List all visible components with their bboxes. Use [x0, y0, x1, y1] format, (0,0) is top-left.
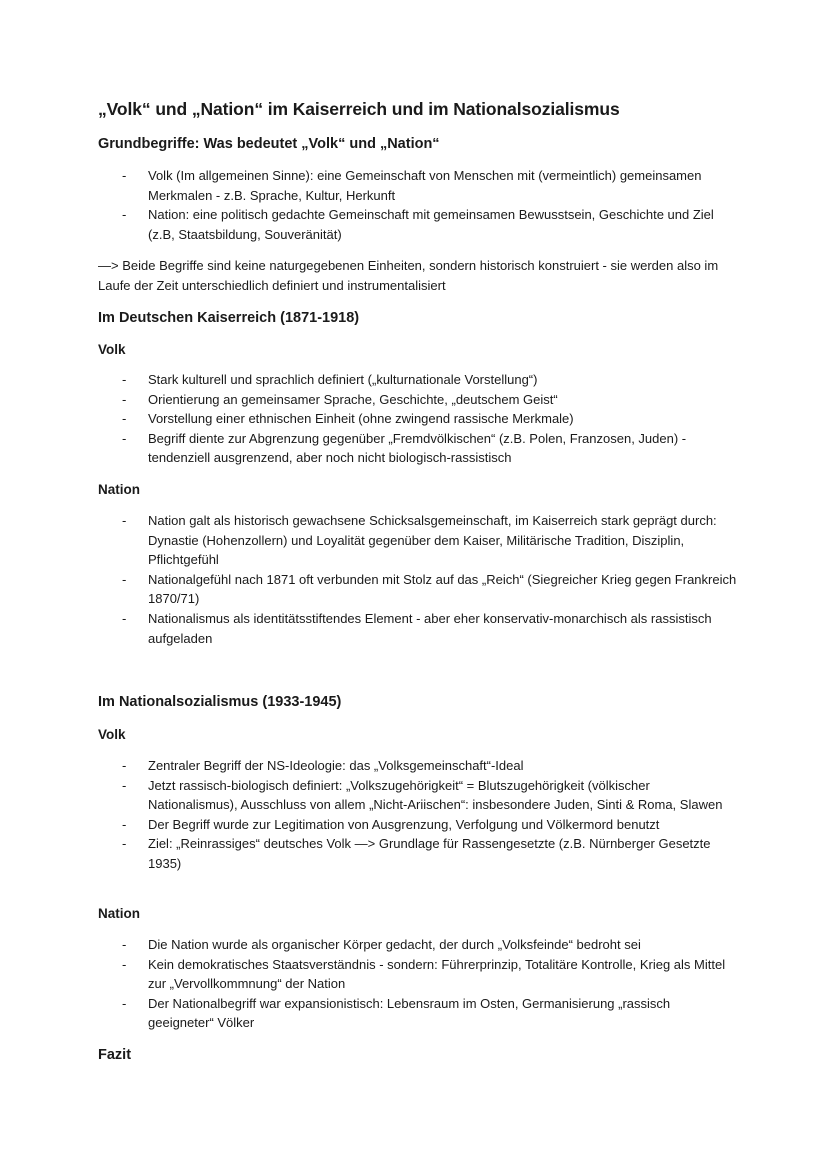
list-ns-nation	[98, 935, 738, 1033]
subheading-ns-nation: Nation	[98, 906, 140, 921]
document-title: „Volk“ und „Nation“ im Kaiserreich und im Nationalsozialismus	[98, 99, 620, 119]
list-kaiserreich-volk	[98, 370, 738, 468]
list-item: - Der Nationalbegriff war expansionistisch: Lebensraum im Osten, Germanisierung „rassisch geeigneter“ Völker	[122, 995, 671, 1031]
subheading-ns-volk: Volk	[98, 727, 126, 742]
list-item: - Nation: eine politisch gedachte Gemeinschaft mit gemeinsamen Bewusstsein, Geschichte und Ziel (z.B, Staatsbildung, Souveränität)	[122, 207, 714, 242]
heading-nationalsozialismus: Im Nationalsozialismus (1933-1945)	[98, 694, 342, 710]
list-item: - Der Begriff wurde zur Legitimation von Ausgrenzung, Verfolgung und Völkermord benutzt	[122, 816, 660, 832]
heading-kaiserreich: Im Deutschen Kaiserreich (1871-1918)	[98, 310, 360, 326]
heading-grundbegriffe: Grundbegriffe: Was bedeutet „Volk“ und „Nation“	[98, 136, 440, 152]
list-item: - Vorstellung einer ethnischen Einheit (ohne zwingend rassische Merkmale)	[122, 411, 574, 427]
list-item: - Jetzt rassisch-biologisch definiert: „Volkszugehörigkeit“ = Blutszugehörigkeit (völkischer Nationalismus), Ausschluss von allem „Nicht-Ariischen“: insbesondere Juden, Sinti & Roma, Slawen	[122, 777, 723, 813]
list-item: - Kein demokratisches Staatsverständnis - sondern: Führerprinzip, Totalitäre Kontrolle, Krieg als Mittel zur „Vervollkommnung“ der Nation	[122, 956, 726, 992]
list-item: - Volk (Im allgemeinen Sinne): eine Gemeinschaft von Menschen mit (vermeintlich) gemeinsamen Merkmalen - z.B. Sprache, Kultur, Herkunft	[122, 168, 702, 203]
list-item: - Zentraler Begriff der NS-Ideologie: das „Volksgemeinschaft“-Ideal	[122, 758, 524, 773]
paragraph-conclusion: —> Beide Begriffe sind keine naturgegebenen Einheiten, sondern historisch konstruiert - sie werden also im Laufe der Zeit unterschiedlich definiert und instrumentalisiert	[98, 258, 719, 293]
list-item: - Orientierung an gemeinsamer Sprache, Geschichte, „deutschem Geist“	[122, 391, 558, 407]
list-item: - Ziel: „Reinrassiges“ deutsches Volk —> Grundlage für Rassengesetzte (z.B. Nürnberger Gesetzte 1935)	[122, 836, 711, 871]
subheading-kaiserreich-volk: Volk	[98, 342, 126, 357]
list-item: - Nation galt als historisch gewachsene Schicksalsgemeinschaft, im Kaiserreich stark geprägt durch: Dynastie (Hohenzollern) und Loyalität gegenüber dem Kaiser, Militärische Tradition, Disziplin, Pflichtgefühl	[122, 513, 717, 568]
list-grundbegriffe	[98, 166, 738, 244]
list-item: - Begriff diente zur Abgrenzung gegenüber „Fremdvölkischen“ (z.B. Polen, Franzosen, Juden) - tendenziell ausgrenzend, aber noch nicht biologisch-rassistisch	[122, 430, 687, 466]
list-item: - Nationalismus als identitätsstiftendes Element - aber eher konservativ-monarchisch als rassistisch aufgeladen	[122, 610, 712, 646]
heading-fazit: Fazit	[98, 1047, 132, 1063]
list-ns-volk	[98, 756, 738, 874]
list-item: - Nationalgefühl nach 1871 oft verbunden mit Stolz auf das „Reich“ (Siegreicher Krieg gegen Frankreich 1870/71)	[122, 571, 737, 607]
list-item: - Die Nation wurde als organischer Körper gedacht, der durch „Volksfeinde“ bedroht sei	[122, 937, 641, 952]
list-item: - Stark kulturell und sprachlich definiert („kulturnationale Vorstellung“)	[122, 372, 538, 387]
list-kaiserreich-nation	[98, 511, 738, 648]
subheading-kaiserreich-nation: Nation	[98, 482, 140, 497]
